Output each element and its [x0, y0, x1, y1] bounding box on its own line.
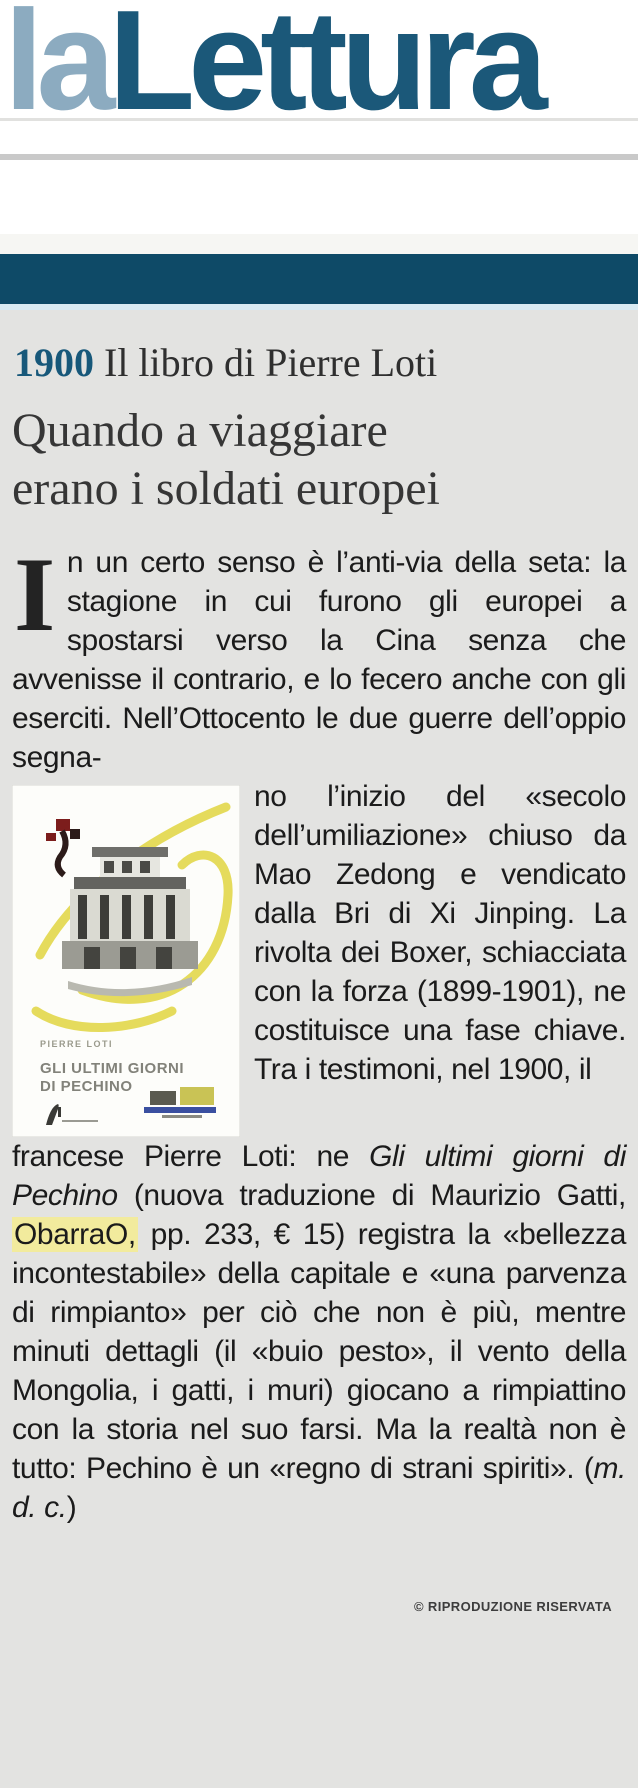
body-segment-with-image	[12, 777, 626, 1137]
reproduction-credit: © RIPRODUZIONE RISERVATA	[413, 1599, 612, 1615]
drop-cap: I	[14, 536, 55, 654]
body-c-part-1: francese Pierre Loti: ne	[12, 1140, 370, 1174]
kicker-text: Il libro di Pierre Loti	[94, 340, 438, 385]
body-paragraph-b: no l’inizio del «secolo dell’umiliazione» chiuso da Mao Zedong e vendicato dalla Bri di Xi Jinping. La rivolta dei Boxer, schiacciata con la forza (1899-1901), ne costituisce una fase chiave. Tra i testimoni, nel 1900, il	[254, 780, 626, 1087]
body-paragraph-c	[12, 1137, 626, 1527]
book-title-line2: DI PECHINO	[40, 1078, 133, 1096]
la-lettura-logo	[4, 0, 541, 118]
logo-lettura-text: Lettura	[108, 0, 541, 118]
book-title-line1: GLI ULTIMI GIORNI	[40, 1060, 185, 1078]
headline-line2: erano i soldati europei	[12, 461, 440, 515]
body-text-a: n un certo senso è l’anti-via della seta: la stagione in cui furono gli europei a spostarsi verso la Cina senza che avvenisse il contrario, e lo fecero anche con gli eserciti. Nell’Ottocento le due guerre dell’oppio segna-	[12, 546, 626, 775]
body-c-part-7: )	[66, 1491, 77, 1525]
body-c-part-3: (nuova traduzione di Maurizio Gatti,	[117, 1179, 626, 1213]
book-author-text: PIERRE LOTI	[40, 1039, 114, 1050]
article	[0, 310, 638, 1788]
book-title-italic: Gli ultimi giorni di Pechino	[12, 1140, 626, 1213]
white-spacer	[0, 160, 638, 234]
logo-la-text: la	[4, 0, 109, 118]
section-dark-bar	[0, 254, 638, 304]
publisher-highlight: ObarraO,	[14, 1218, 136, 1252]
kicker	[14, 338, 626, 388]
body-c-part-5: pp. 233, € 15) registra la «bellezza incontestabile» della capitale e «una parvenza di rimpianto» per ciò che non è più, mentre minuti dettagli (il «buio pesto», il vento della Mongolia, i gatti, i muri) giocano a rimpiattino con la storia nel suo farsi. Ma la realtà non è tutto: Pechino è un «regno di strani spiriti». (	[12, 1218, 626, 1486]
headline-line1: Quando a viaggiare	[12, 404, 388, 457]
white-spacer	[0, 121, 638, 154]
masthead	[0, 0, 638, 118]
author-initials-italic: m. d. c.	[12, 1452, 626, 1525]
faint-band	[0, 234, 638, 254]
body-paragraph-a	[12, 536, 626, 777]
headline	[12, 402, 626, 517]
book-cover-image	[12, 785, 240, 1137]
kicker-year: 1900	[14, 340, 94, 385]
